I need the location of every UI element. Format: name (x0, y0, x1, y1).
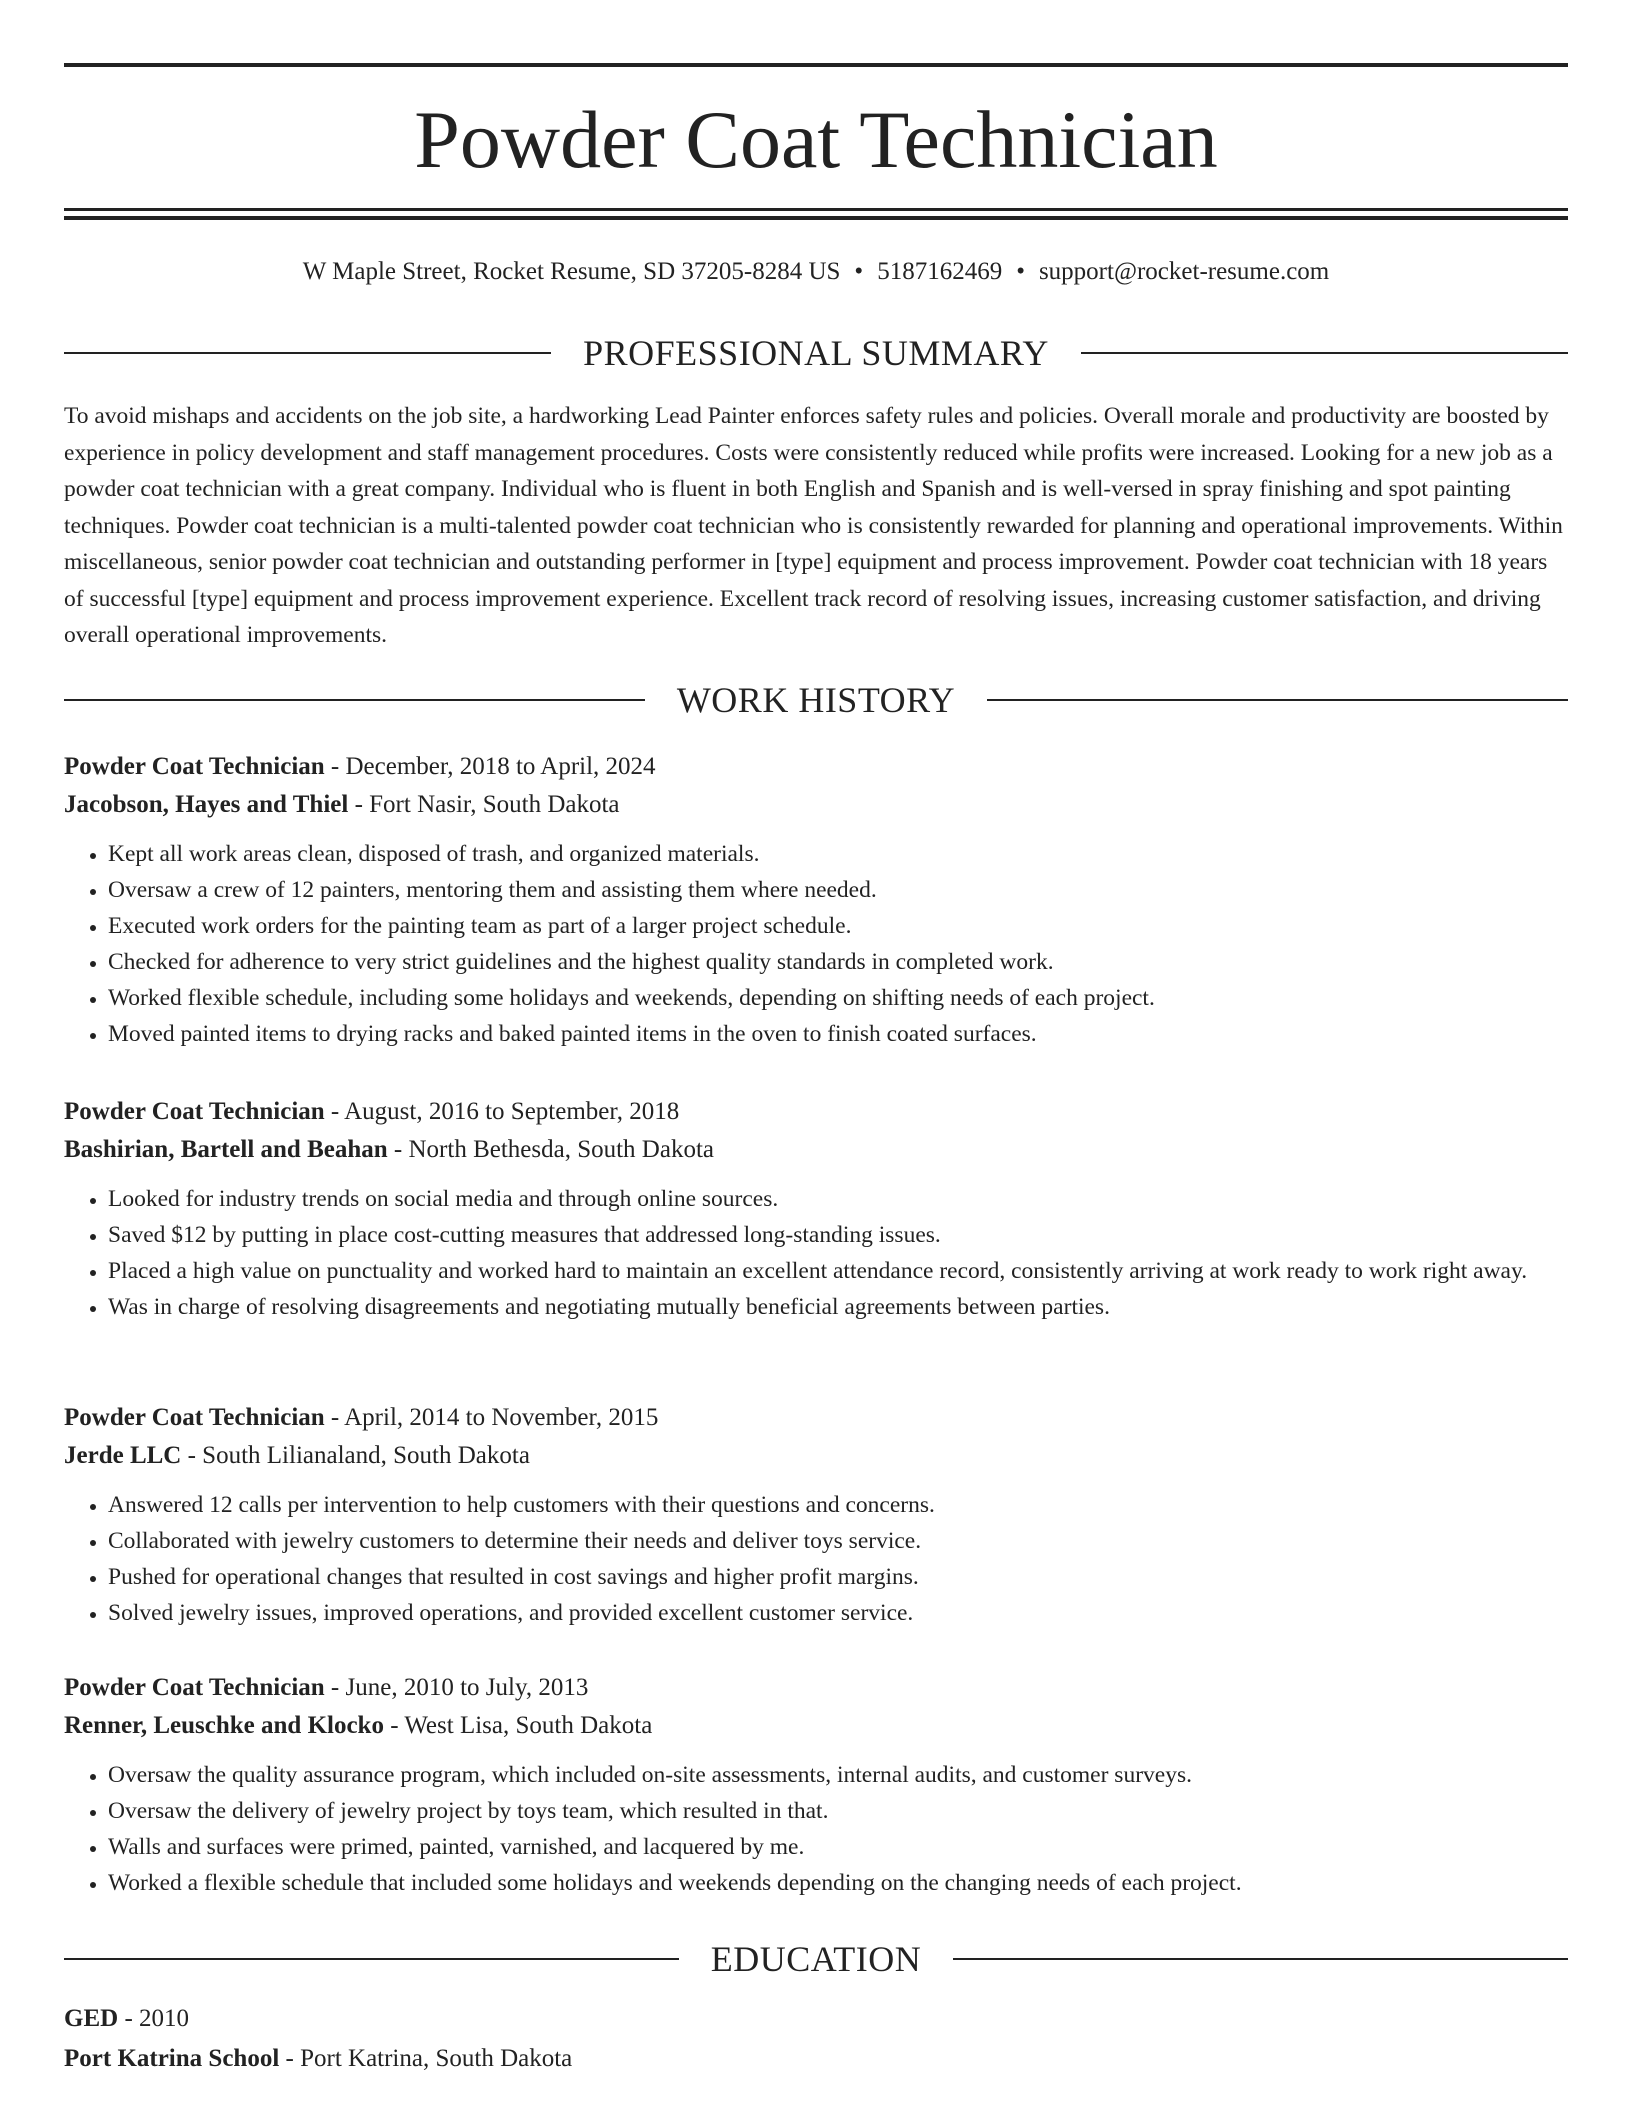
contact-line (64, 254, 1568, 290)
section-title: EDUCATION (710, 1939, 922, 1979)
job-title: Powder Coat Technician (64, 1098, 325, 1125)
section-heading-summary (64, 331, 1568, 375)
education-degree: GED (64, 2005, 119, 2032)
education-location: - Port Katrina, South Dakota (279, 2045, 573, 2072)
job-company: Jacobson, Hayes and Thiel (64, 791, 349, 818)
education-year: - 2010 (118, 2005, 190, 2032)
job-bullet: • Oversaw the quality assurance program, which included on-site assessments, internal audits, and customer surveys. (108, 1757, 1568, 1793)
job-bullet: • Checked for adherence to very strict guidelines and the highest quality standards in completed work. (108, 944, 1568, 980)
job-title: Powder Coat Technician (64, 753, 325, 780)
job-bullet: • Worked flexible schedule, including some holidays and weekends, depending on shifting needs of each project. (108, 980, 1568, 1016)
section-heading-education (64, 1937, 1568, 1981)
education-entry (64, 1999, 1568, 2079)
section-heading-work-history (64, 678, 1568, 722)
job-company-line (64, 786, 1568, 824)
section-divider (953, 1958, 1568, 1960)
job-bullet: • Walls and surfaces were primed, painted, varnished, and lacquered by me. (108, 1829, 1568, 1865)
job-location: - South Lilianaland, South Dakota (181, 1442, 530, 1469)
job-company-line (64, 1131, 1568, 1169)
section-divider (1081, 352, 1568, 354)
section-divider (64, 352, 551, 354)
job-bullets (64, 1181, 1568, 1325)
contact-phone: 5187162469 (877, 258, 1003, 285)
education-degree-line (64, 1999, 1568, 2039)
job-title: Powder Coat Technician (64, 1404, 325, 1431)
job-title-line (64, 1399, 1568, 1437)
education-school: Port Katrina School (64, 2045, 280, 2072)
section-title: WORK HISTORY (676, 680, 956, 720)
job-location: - West Lisa, South Dakota (383, 1712, 653, 1739)
job-entry (64, 748, 1568, 1052)
job-bullet: • Moved painted items to drying racks and baked painted items in the oven to finish coated surfaces. (108, 1016, 1568, 1052)
job-company: Renner, Leuschke and Klocko (64, 1712, 384, 1739)
job-bullet: • Collaborated with jewelry customers to determine their needs and deliver toys service. (108, 1523, 1568, 1559)
contact-separator: • (854, 258, 864, 285)
education-school-line (64, 2039, 1568, 2079)
job-bullet: • Saved $12 by putting in place cost-cutting measures that addressed long-standing issues. (108, 1217, 1568, 1253)
header-bottom-rule (64, 208, 1568, 211)
job-title-line (64, 1669, 1568, 1707)
job-location: - Fort Nasir, South Dakota (348, 791, 620, 818)
job-bullet: • Oversaw the delivery of jewelry project by toys team, which resulted in that. (108, 1793, 1568, 1829)
job-bullet: • Looked for industry trends on social media and through online sources. (108, 1181, 1568, 1217)
job-dates: - April, 2014 to November, 2015 (324, 1404, 659, 1431)
job-company: Bashirian, Bartell and Beahan (64, 1136, 388, 1163)
job-bullet: • Kept all work areas clean, disposed of trash, and organized materials. (108, 836, 1568, 872)
contact-separator: • (1016, 258, 1025, 285)
job-location: - North Bethesda, South Dakota (387, 1136, 715, 1163)
job-company-line (64, 1437, 1568, 1475)
job-bullet: • Pushed for operational changes that resulted in cost savings and higher profit margins. (108, 1559, 1568, 1595)
job-bullet: • Placed a high value on punctuality and worked hard to maintain an excellent attendance record, consistently arriving at work ready to work right away. (108, 1253, 1568, 1289)
section-divider (64, 699, 645, 701)
header-top-rule (64, 63, 1568, 67)
summary-text: To avoid mishaps and accidents on the job site, a hardworking Lead Painter enforces safety rules and policies. Overall morale and productivity are boosted by experience in policy development and staff management procedures. Costs were consistently reduced while profits were increased. Looking for a new job as a powder coat technician with a great company. Individual who is fluent in both English and Spanish and is well-versed in spray finishing and spot painting techniques. Powder coat technician is a multi-talented powder coat technician who is consistently rewarded for planning and operational improvements. Within miscellaneous, senior powder coat technician and outstanding performer in [type] equipment and process improvement. Powder coat technician with 18 years of successful [type] equipment and process improvement experience. Excellent track record of resolving issues, increasing customer satisfaction, and driving overall operational improvements. (64, 403, 1563, 648)
job-dates: - December, 2018 to April, 2024 (324, 753, 656, 780)
job-title: Powder Coat Technician (64, 1674, 325, 1701)
section-title: PROFESSIONAL SUMMARY (583, 333, 1049, 373)
job-company: Jerde LLC (64, 1442, 182, 1469)
contact-email: support@rocket-resume.com (1038, 258, 1330, 285)
job-dates: - August, 2016 to September, 2018 (324, 1098, 680, 1125)
job-entry (64, 1669, 1568, 1901)
job-bullet: • Oversaw a crew of 12 painters, mentoring them and assisting them where needed. (108, 872, 1568, 908)
job-bullets (64, 1487, 1568, 1631)
job-bullet: • Executed work orders for the painting team as part of a larger project schedule. (108, 908, 1568, 944)
job-bullet: • Worked a flexible schedule that included some holidays and weekends depending on the changing needs of each project. (108, 1865, 1568, 1901)
resume-title: Powder Coat Technician (414, 94, 1218, 185)
job-title-line (64, 748, 1568, 786)
section-divider (987, 699, 1568, 701)
job-title-line (64, 1093, 1568, 1131)
job-bullets (64, 1757, 1568, 1901)
job-entry (64, 1093, 1568, 1325)
section-divider (64, 1958, 679, 1960)
job-bullet: • Was in charge of resolving disagreements and negotiating mutually beneficial agreements between parties. (108, 1289, 1568, 1325)
job-bullet: • Answered 12 calls per intervention to help customers with their questions and concerns. (108, 1487, 1568, 1523)
header-bottom-rule-thick (64, 216, 1568, 220)
contact-address: W Maple Street, Rocket Resume, SD 37205-8284 US (302, 258, 841, 285)
job-company-line (64, 1707, 1568, 1745)
job-bullet: • Solved jewelry issues, improved operations, and provided excellent customer service. (108, 1595, 1568, 1631)
job-entry (64, 1399, 1568, 1631)
job-bullets (64, 836, 1568, 1052)
job-dates: - June, 2010 to July, 2013 (324, 1674, 589, 1701)
